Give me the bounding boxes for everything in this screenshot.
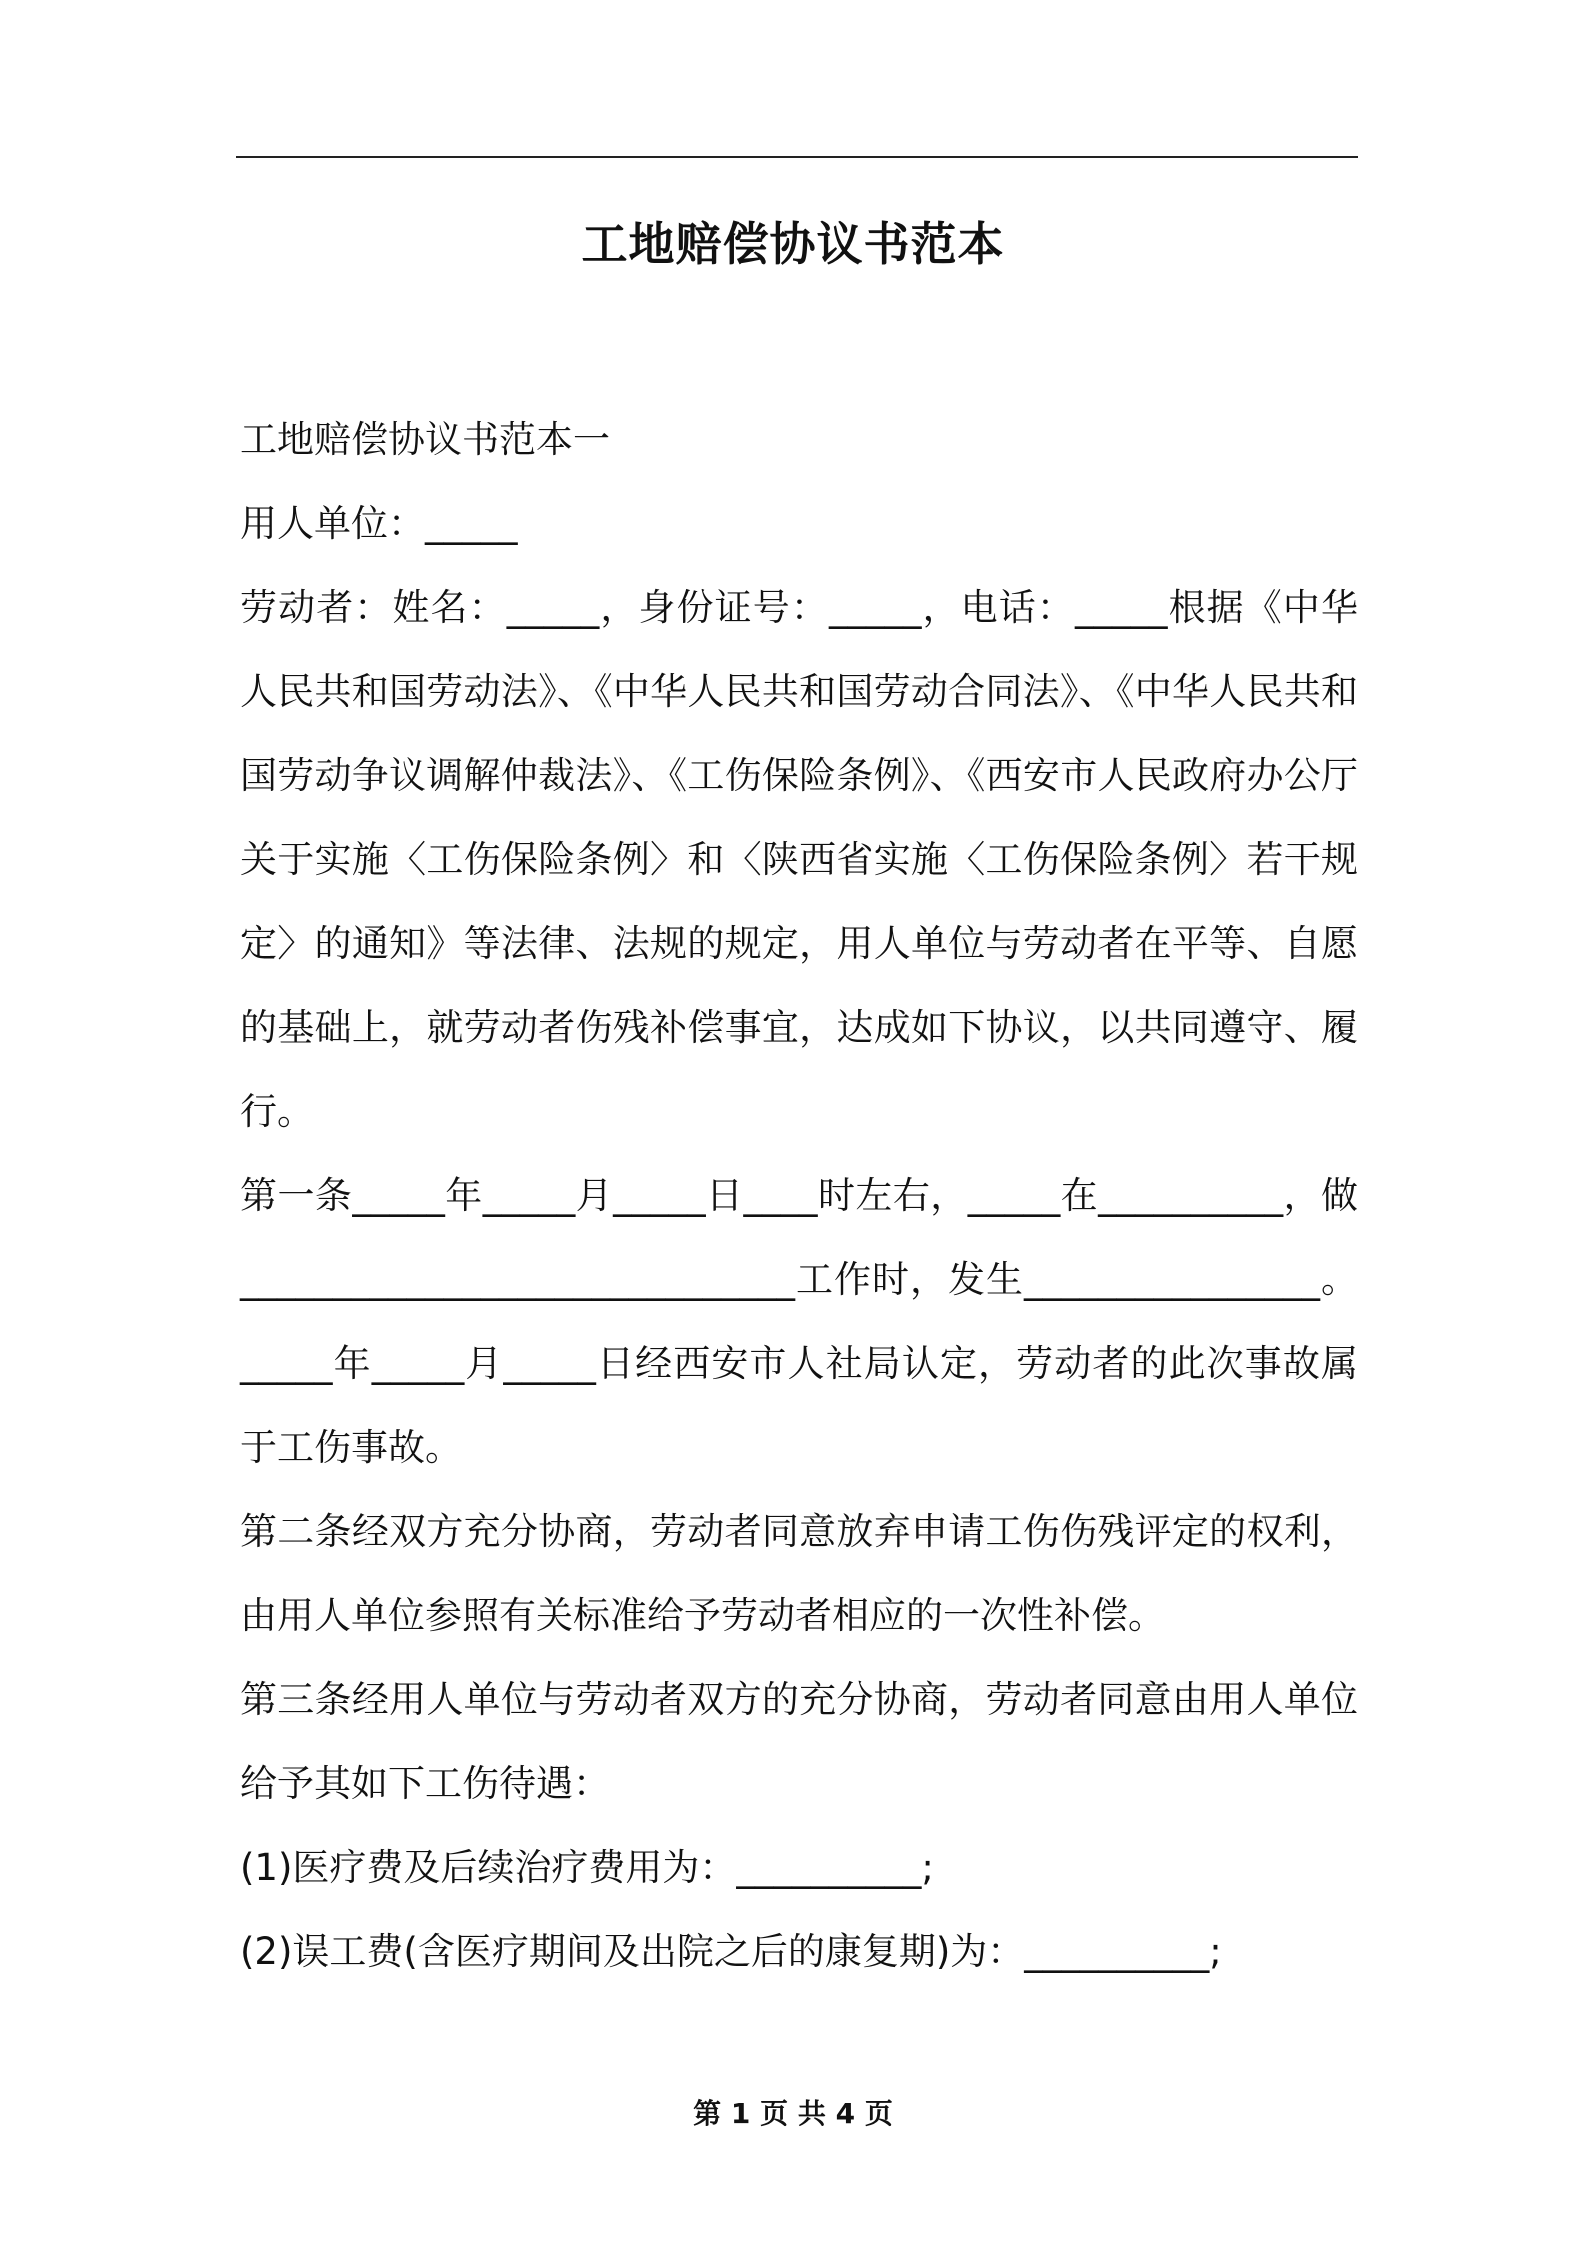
employer-line: 用人单位：_____: [240, 502, 518, 545]
document-body: [240, 398, 1358, 1994]
worker-info-paragraph: 劳动者：姓名：_____，身份证号：_____，电话：_____根据《中华人民共和国劳动法》、《中华人民共和国劳动合同法》、《中华人民共和国劳动争议调解仲裁法》、《工伤保险条例》、《西安市人民政府办公厅关于实施〈工伤保险条例〉和〈陕西省实施〈工伤保险条例〉若干规定〉的通知》等法律、法规的规定，用人单位与劳动者在平等、自愿的基础上，就劳动者伤残补偿事宜，达成如下协议，以共同遵守、履行。: [240, 586, 1358, 1133]
item-lost-wages: (2)误工费(含医疗期间及出院之后的康复期)为：__________;: [240, 1930, 1222, 1973]
header-rule: [236, 156, 1358, 158]
article-two: 第二条经双方充分协商，劳动者同意放弃申请工伤伤残评定的权利，由用人单位参照有关标准给予劳动者相应的一次性补偿。: [240, 1510, 1358, 1637]
section-heading: 工地赔偿协议书范本一: [240, 418, 610, 461]
article-three: 第三条经用人单位与劳动者双方的充分协商，劳动者同意由用人单位给予其如下工伤待遇：: [240, 1678, 1358, 1805]
item-medical-fee: (1)医疗费及后续治疗费用为：__________;: [240, 1846, 934, 1889]
page-number: 第 1 页 共 4 页: [693, 2097, 893, 2130]
document-title: 工地赔偿协议书范本: [581, 217, 1005, 271]
article-one: 第一条_____年_____月_____日____时左右，_____在__________，做______________________________工作时，发生________________。_____年_____月_____日经西安市人社局认定，劳动者的此次事故属于工伤事故。: [240, 1174, 1358, 1469]
